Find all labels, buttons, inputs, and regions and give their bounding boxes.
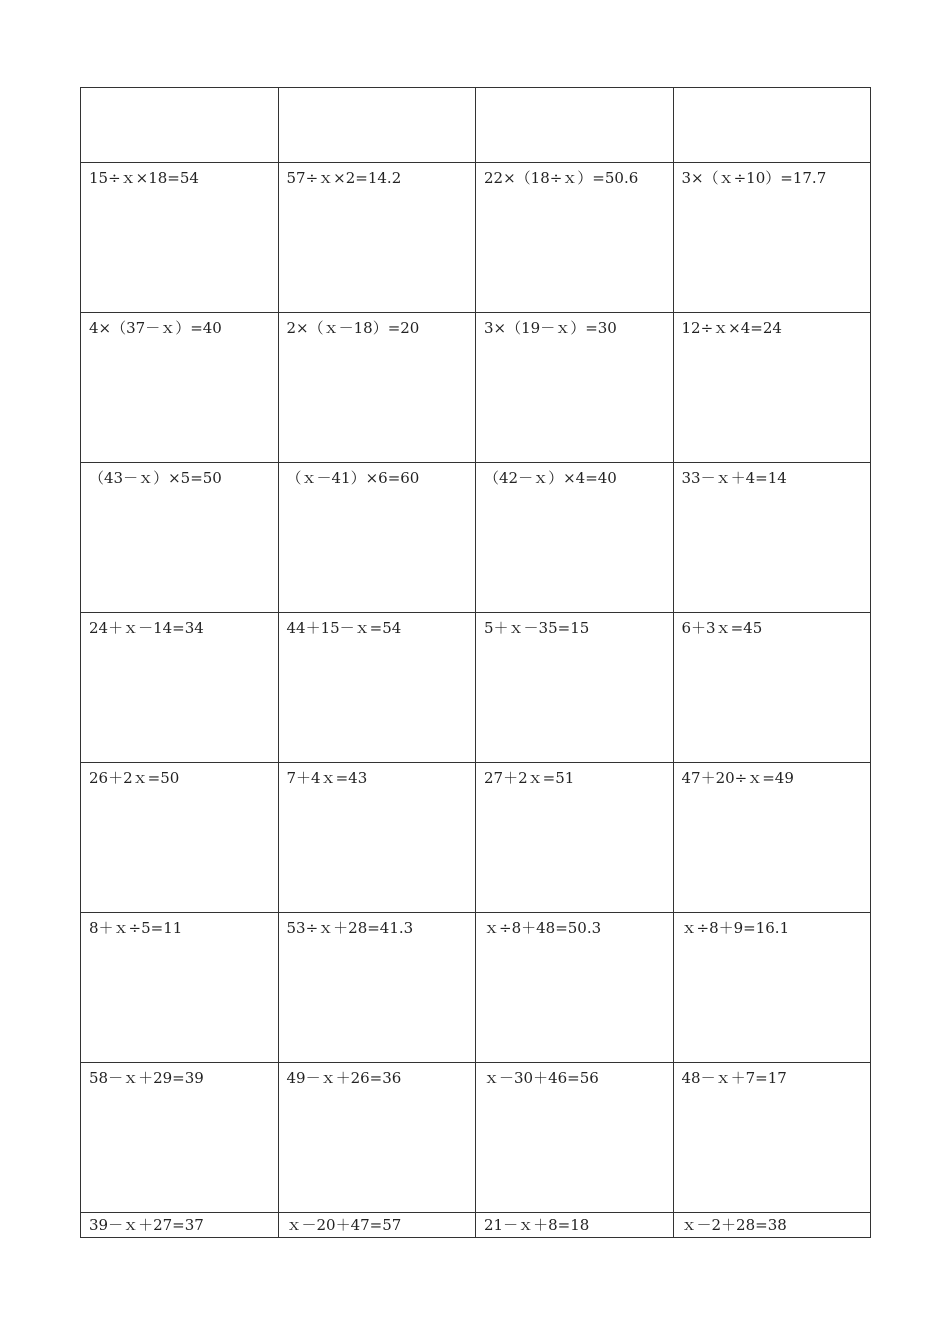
equation-text [674, 88, 871, 94]
equation-cell [673, 613, 871, 763]
equation-cell [81, 313, 279, 463]
equation-cell [673, 88, 871, 163]
equation-cell [278, 1213, 476, 1238]
equation-text: ｘ－2＋28=38 [681, 1216, 787, 1234]
equation-text [476, 88, 673, 94]
equation-cell [81, 88, 279, 163]
equation-text: 22×（18÷ｘ）=50.6 [484, 169, 639, 187]
equation-cell [476, 913, 674, 1063]
equation-cell [476, 313, 674, 463]
equation-text [279, 88, 476, 94]
equation-cell [278, 463, 476, 613]
equation-cell [81, 913, 279, 1063]
equation-text: （42－ｘ）×4=40 [484, 469, 617, 487]
equation-text: 4×（37－ｘ）=40 [89, 319, 222, 337]
equation-text: 49－ｘ＋26=36 [286, 1069, 402, 1087]
equation-text: 7＋4ｘ=43 [286, 769, 368, 787]
equation-cell [278, 1063, 476, 1213]
equation-text: 57÷ｘ×2=14.2 [286, 169, 402, 187]
equation-grid [80, 87, 871, 1238]
equation-cell [81, 613, 279, 763]
equation-text: 24＋ｘ－14=34 [89, 619, 204, 637]
equation-text: ｘ－30＋46=56 [484, 1069, 599, 1087]
equation-cell [476, 163, 674, 313]
equation-text: ｘ÷8＋9=16.1 [681, 919, 790, 937]
equation-text: 6＋3ｘ=45 [681, 619, 763, 637]
equation-text: （ｘ－41）×6=60 [286, 469, 420, 487]
table-row [81, 163, 871, 313]
equation-cell [673, 463, 871, 613]
equation-cell [476, 463, 674, 613]
equation-text: 3×（19－ｘ）=30 [484, 319, 617, 337]
equation-cell [81, 1063, 279, 1213]
table-row [81, 913, 871, 1063]
equation-cell [81, 1213, 279, 1238]
equation-text: 3×（ｘ÷10）=17.7 [681, 169, 827, 187]
equation-cell [81, 763, 279, 913]
equation-text: 47＋20÷ｘ=49 [681, 769, 794, 787]
equation-cell [673, 1063, 871, 1213]
equation-text: 44＋15－ｘ=54 [286, 619, 402, 637]
equation-text: 12÷ｘ×4=24 [681, 319, 782, 337]
equation-text: （43－ｘ）×5=50 [89, 469, 222, 487]
equation-cell [673, 313, 871, 463]
equation-text: 21－ｘ＋8=18 [484, 1216, 590, 1234]
equation-text [81, 88, 278, 94]
equation-text: 48－ｘ＋7=17 [681, 1069, 787, 1087]
equation-cell [673, 763, 871, 913]
equation-cell [278, 88, 476, 163]
equation-cell [476, 1213, 674, 1238]
equation-cell [278, 163, 476, 313]
table-row [81, 763, 871, 913]
equation-text: 15÷ｘ×18=54 [89, 169, 199, 187]
equation-cell [673, 913, 871, 1063]
equation-cell [278, 913, 476, 1063]
equation-text: ｘ÷8＋48=50.3 [484, 919, 602, 937]
table-row [81, 1213, 871, 1238]
equation-text: 39－ｘ＋27=37 [89, 1216, 204, 1234]
equation-cell [278, 313, 476, 463]
equation-cell [278, 763, 476, 913]
equation-text: 33－ｘ＋4=14 [681, 469, 787, 487]
equation-text: ｘ－20＋47=57 [286, 1216, 402, 1234]
equation-cell [673, 1213, 871, 1238]
equation-text: 5＋ｘ－35=15 [484, 619, 590, 637]
equation-cell [673, 163, 871, 313]
table-row [81, 1063, 871, 1213]
equation-text: 2×（ｘ－18）=20 [286, 319, 420, 337]
equation-cell [476, 88, 674, 163]
table-row [81, 88, 871, 163]
equation-text: 8＋ｘ÷5=11 [89, 919, 183, 937]
equation-cell [476, 763, 674, 913]
equation-cell [278, 613, 476, 763]
table-row [81, 463, 871, 613]
equation-cell [476, 613, 674, 763]
equation-cell [476, 1063, 674, 1213]
table-row [81, 313, 871, 463]
equation-text: 27＋2ｘ=51 [484, 769, 575, 787]
equation-text: 53÷ｘ＋28=41.3 [286, 919, 414, 937]
equation-cell [81, 163, 279, 313]
equation-text: 26＋2ｘ=50 [89, 769, 180, 787]
table-row [81, 613, 871, 763]
equation-cell [81, 463, 279, 613]
equation-text: 58－ｘ＋29=39 [89, 1069, 204, 1087]
